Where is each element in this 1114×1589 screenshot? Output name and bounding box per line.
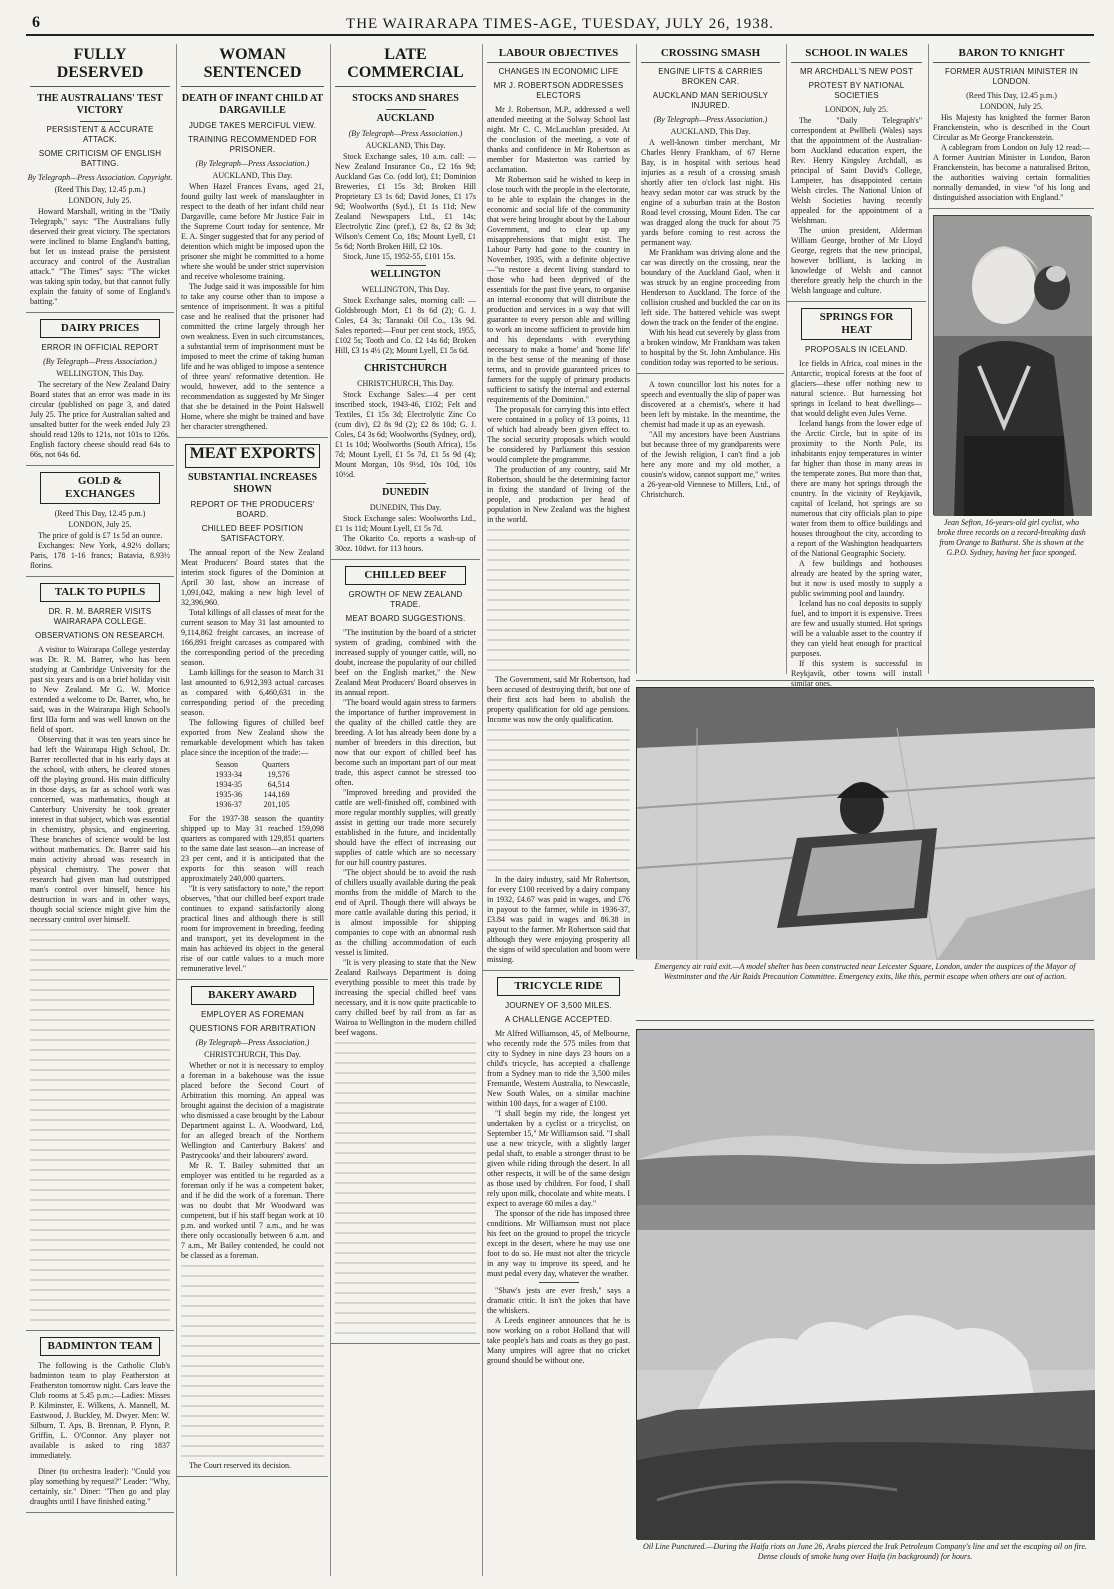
body-text: If this system is successful in Reykjavik, other towns will install similar ones.	[791, 659, 922, 688]
byline: (By Telegraph—Press Association.)	[653, 115, 768, 124]
divider	[386, 265, 426, 266]
article-late-commercial	[331, 46, 480, 560]
article-meat-exports	[177, 444, 328, 980]
headline: FULLY DESERVED	[30, 46, 170, 87]
article-bakery-award	[177, 986, 328, 1477]
table-row	[205, 790, 299, 800]
subheadline: SUBSTANTIAL INCREASES SHOWN	[187, 472, 318, 495]
body-text: The production of any country, said Mr Robertson, should be the determining factor in fixing the standard of living of the people, and production per head of population in New Zealand was the highest in the world.	[487, 465, 630, 524]
photo-girl-cyclist	[933, 215, 1090, 515]
byline: (By Telegraph—Press Association.)	[195, 1038, 310, 1047]
article-dairy-prices	[26, 319, 174, 466]
headline: LABOUR OBJECTIVES	[487, 47, 630, 63]
subheadline: DR. R. M. BARRER VISITS WAIRARAPA COLLEGE.	[48, 607, 152, 626]
subheadline: PERSISTENT & ACCURATE ATTACK.	[46, 125, 154, 144]
table-row	[205, 780, 299, 790]
body-text: "It is very satisfactory to note," the report observes, "that our chilled beef export trade continues to expand satisfactorily along practical lines and although there is still room for improvement in breeding, feeding and transport, yet its development in the main has achieved its object in the general rise of our cattle values to a much more remunerative level."	[181, 884, 324, 973]
time-received: (Reed This Day, 12.45 p.m.)	[54, 509, 146, 518]
table-cell: 144,169	[263, 790, 290, 799]
headline: WOMAN SENTENCED	[181, 46, 324, 87]
article-talk-to-pupils	[26, 583, 174, 1331]
body-text: Mr J. Robertson, M.P., addressed a well attended meeting at the Solway School last night. Mr C. C. McLauchlan presided. At the conclusion of the meeting, a vote of thanks and confidence in Mr Robertson as member for Masterton was carried by acclamation.	[487, 105, 630, 174]
dateline: LONDON, July 25.	[979, 102, 1044, 111]
beef-export-table	[205, 760, 299, 810]
body-text: "The board would again stress to farmers the importance of further improvement in the quality of the chilled cattle they are breeding. A lot has already been done by a number of breeders in this direction, but now that our export of chilled beef has become such an important part of our meat trade, this aspect cannot be stressed too often.	[335, 698, 476, 787]
body-text: Howard Marshall, writing in the "Daily Telegraph," says: "The Australians fully deserved their great victory. The spectators were inclined to blame England's batting, but let us instead praise the persistent accuracy and control of the Australian attack." "The Times" says: "The wicket was taking spin today, but that cannot fully explain the fatuity of some of England's batting."	[30, 207, 170, 306]
headline: MEAT EXPORTS	[185, 444, 320, 468]
article-gold-exchanges	[26, 472, 174, 577]
article-woman-sentenced	[177, 46, 328, 438]
byline: (By Telegraph—Press Association.)	[348, 129, 463, 138]
body-text: A visitor to Wairarapa College yesterday was Dr. R. M. Barrer, who has been studying at Cambridge University for the past six years and is on a brief holiday visit to New Zealand. Mr G. W. Morice extended a welcome to Dr. Barrer, who, he said, was in the Wairarapa High School's first IIIa form and was well known on the field of sport.	[30, 645, 170, 734]
table-cell: 1934-35	[215, 780, 243, 789]
body-text: Stock Exchange Sales:—4 per cent inscribed stock, 1943-46, £102; Felt and Textiles, £1 15s 3d; Electrolytic Zinc Co (cum div), £2 8s 9d (2); £2 8s 10d; G. J. Coles, £4 3s 6d; Woolworths (Sydney, ord), £1 1s 10d; Woolworths (South Africa), 15s 7d; Mount Lyell, £1 5s 7d, £1 5s 9d (4); Mount Morgan, 10s 9½d, 10s 10d, 10s 10½d.	[335, 390, 476, 479]
subheadline: A CHALLENGE ACCEPTED.	[504, 1015, 613, 1024]
body-text: The sponsor of the ride has imposed three conditions. Mr Williamson must not place his feet on the ground to propel the tricycle except in the desert, where he may use one foot to do so. He must not alter the tricycle in any way to improve its speed, and he must pedal every day, whatever the weather.	[487, 1209, 630, 1278]
table-header: Season	[215, 760, 239, 769]
body-text: A cablegram from London on July 12 read:—A former Austrian Minister in London, Baron Franckenstein, has become a naturalised Briton, the authorities waiving certain formalities normally demanded, in view "of his long and distinguished association with England."	[933, 143, 1090, 202]
subheadline: EMPLOYER AS FOREMAN	[201, 1010, 304, 1019]
body-text: The following figures of chilled beef exported from New Zealand show the remarkable development which has taken place since the inception of the trade:—	[181, 718, 324, 757]
subheadline: PROTEST BY NATIONAL SOCIETIES	[808, 81, 905, 100]
table-cell: 1935-36	[215, 790, 243, 799]
body-text: Exchanges: New York, 4.92½ dollars; Paris, 178 1-16 francs; Batavia, 8.93½ florins.	[30, 541, 170, 570]
subheadline: REPORT OF THE PRODUCERS' BOARD.	[190, 500, 315, 519]
body-text: Iceland hangs from the lower edge of the Arctic Circle, but in spite of its proximity to the North Pole, its inhabitants enjoy temperatures in winter far higher than those in many areas in the temperate zones. But more than that, there are many hot springs through the country. In the vicinity of Reykjavik, capital of Iceland, hot springs are so numerous that city officials plan to pipe water from them to office buildings and houses throughout the city, according to a report of the Washington headquarters of the National Geographic Society.	[791, 419, 922, 558]
column-7	[928, 44, 1094, 674]
table-row	[205, 770, 299, 780]
body-text: The Court reserved its decision.	[189, 1461, 291, 1470]
haifa-oil-fire-image	[637, 1030, 1095, 1540]
body-text: Mr Frankham was driving alone and the car was directly on the crossing, near the boundary of the Auckland Gaol, when it was struck by an engine proceeding from Henderson to Auckland. The force of the collision crushed and buckled the car on its left side. The battered vehicle was swept down the track on the fender of the engine.	[641, 248, 780, 327]
section-heading: CHRISTCHURCH	[364, 363, 447, 374]
dateline: CHRISTCHURCH, This Day.	[357, 379, 454, 388]
section-heading: WELLINGTON	[370, 269, 441, 280]
subheadline: PROPOSALS IN ICELAND.	[805, 345, 908, 354]
time-received: (Reed This Day, 12.45 p.m.)	[966, 91, 1057, 100]
dateline: LONDON, July 25.	[68, 520, 132, 529]
headline: CROSSING SMASH	[641, 47, 780, 63]
air-raid-exit-image	[637, 688, 1095, 960]
article-chilled-beef	[331, 566, 480, 1344]
text-filler	[181, 1261, 324, 1461]
subheadline: TRAINING RECOMMENDED FOR PRISONER.	[188, 135, 317, 154]
body-text: Diner (to orchestra leader): "Could you play something by request?" Leader: "Why, certainly, sir." Diner: "Then go and play draughts until I have finished eating."	[30, 1467, 170, 1506]
body-text: A Leeds engineer announces that he is now working on a robot Holland that will take people's hats and coats as they go past. Many umpires will agree that no cricket ground should be without one.	[487, 1316, 630, 1365]
time-received: (Reed This Day, 12.45 p.m.)	[54, 185, 146, 194]
table-cell: 1933-34	[215, 770, 243, 779]
body-text: The proposals for carrying this into effect were contained in a policy of 13 points, 11 of which had already been given effect to. The social security proposals which would be considered by Parliament this session would complete the programme.	[487, 405, 630, 464]
body-text: The following is the Catholic Club's badminton team to play Featherston at Featherston tomorrow night. Cars leave the Club rooms at 5.45 p.m.:—Ladies: Misses P. Kilminster, E. Wilkens, A. Mannell, M. Eastwood, J. Buckley, M. Dwyer. Men: W. Silburn, T. Aps, B. Brennan, P. Flynn, P. Griffin, L. O'Connor. Any player not available is asked to ring 1837 immediately.	[30, 1361, 170, 1460]
photo-emergency-exit	[636, 687, 1094, 959]
subheadline: JOURNEY OF 3,500 MILES.	[505, 1001, 612, 1010]
subheadline: QUESTIONS FOR ARBITRATION	[189, 1024, 316, 1033]
body-text: The "Daily Telegraph's" correspondent at Pwllheli (Wales) says that the appointment of the Australian-born Auckland education expert, the Rev. Henry Kingsley Archdall, as principal of Saint David's College, Lampeter, has disappointed certain Welsh circles. The National Union of Welsh Societies having recently appealed for the appointment of a Welshman.	[791, 116, 922, 225]
table-row	[205, 800, 299, 810]
dateline: AUCKLAND, This Day.	[670, 127, 751, 136]
divider	[386, 109, 426, 110]
subheadline: ERROR IN OFFICIAL REPORT	[41, 343, 159, 352]
article-tricycle-ride	[483, 977, 634, 1371]
headline: DAIRY PRICES	[40, 319, 160, 338]
subheadline: AUCKLAND MAN SERIOUSLY INJURED.	[652, 91, 769, 110]
table-cell: 64,514	[267, 780, 290, 789]
subheadline: STOCKS AND SHARES	[352, 93, 459, 104]
table-cell: 19,576	[267, 770, 290, 779]
divider	[386, 359, 426, 360]
headline: GOLD & EXCHANGES	[40, 472, 160, 504]
body-text: Mr Alfred Williamson, 45, of Melbourne, who recently rode the 575 miles from that city to Sydney in nine days 23 hours on a child's tricycle, has accepted a challenge from a Sydney man to ride the 3,500 miles Fremantle, Western Australia, to Newcastle, New South Wales, on a similar machine within 100 days, for a wager of £100.	[487, 1029, 630, 1108]
headline: BARON TO KNIGHT	[933, 47, 1090, 63]
headline: SCHOOL IN WALES	[791, 47, 922, 63]
dateline: DUNEDIN, This Day.	[369, 503, 442, 512]
subheadline: THE AUSTRALIANS' TEST VICTORY	[37, 93, 163, 116]
body-text: A town councillor lost his notes for a speech and eventually the slip of paper was discovered at a chemist's, where it had been left by mistake. In the meantime, the chemist had made it up as an eyewash.	[641, 380, 780, 429]
body-text: Lamb killings for the season to March 31 last amounted to 6,912,393 actual carcases as compared with 6,460,631 in the corresponding period of the preceding season.	[181, 668, 324, 717]
article-badminton-team	[26, 1337, 174, 1513]
body-text: The Government, said Mr Robertson, had been accused of destroying thrift, but one of their first acts had been to abolish the property qualification for old age pensions. Income was now the only qualification.	[487, 675, 630, 724]
subheadline: SOME CRITICISM OF ENGLISH BATTING.	[38, 149, 162, 168]
headline: CHILLED BEEF	[345, 566, 466, 585]
column-5	[636, 44, 784, 674]
dateline: LONDON, July 25.	[824, 105, 889, 114]
headline: TALK TO PUPILS	[40, 583, 160, 602]
body-text: The price of gold is £7 1s 5d an ounce.	[38, 531, 163, 540]
body-text: For the 1937-38 season the quantity shipped up to May 31 reached 159,098 quarters as compared with 129,851 quarters to the same date last season—an increase of 23 per cent, and it is anticipated that the exports for this season will reach approximately 240,000 quarters.	[181, 814, 324, 883]
headline: BAKERY AWARD	[191, 986, 314, 1005]
body-text: "It is very pleasing to state that the New Zealand Railways Department is doing everything possible to meet this trade by increasing the special chilled beef vans necessary, and it is now quite practicable to carry chilled beef by rail from as far as Wairoa to Wellington in the modern chilled beef wagons.	[335, 958, 476, 1037]
girl-cyclist-image	[934, 216, 1092, 516]
subheadline: GROWTH OF NEW ZEALAND TRADE.	[348, 590, 463, 609]
subheadline: MR J. ROBERTSON ADDRESSES ELECTORS	[493, 81, 624, 100]
subheadline: ENGINE LIFTS & CARRIES BROKEN CAR.	[658, 67, 763, 86]
article-springs-for-heat	[787, 308, 926, 694]
headline: LATE COMMERCIAL	[335, 46, 476, 87]
dateline: WELLINGTON, This Day.	[56, 369, 144, 378]
table-cell: 1936-37	[215, 800, 243, 809]
subheadline: FORMER AUSTRIAN MINISTER IN LONDON.	[945, 67, 1078, 86]
subheadline: CHILLED BEEF POSITION SATISFACTORY.	[201, 524, 304, 543]
body-text: A few buildings and hothouses already are heated by the spring water, but it now is used mostly to supply a public swimming pool and laundry.	[791, 559, 922, 598]
subheadline: MR ARCHDALL'S NEW POST	[799, 67, 914, 76]
byline: (By Telegraph—Press Association.)	[195, 159, 310, 168]
dateline: AUCKLAND, This Day.	[365, 141, 446, 150]
column-1	[26, 44, 174, 1576]
divider	[80, 121, 120, 122]
subheadline: OBSERVATIONS ON RESEARCH.	[35, 631, 165, 640]
subheadline: JUDGE TAKES MERCIFUL VIEW.	[188, 121, 317, 130]
article-school-in-wales	[787, 47, 926, 302]
paper-title: THE WAIRARAPA TIMES-AGE, TUESDAY, JULY 26, 1938.	[346, 16, 774, 32]
body-text: Stock Exchange sales, morning call: —Goldsbrough Mort, £1 8s 6d (2); G. J. Coles, £4 3s; Taranaki Oil Co., 13s 9d. Sales reported:—Four per cent stock, 1955, £102 5s; Tooth and Co. £2 14s 6d; Broken Hill, £3 1s 4½ (2); Mount Lyell, £1 5s 6d.	[335, 296, 476, 355]
column-6	[786, 44, 926, 688]
photo-caption: Emergency air raid exit.—A model shelter has been constructed near Leicester Square, London, under the auspices of the Mayor of Westminster and the Air Raids Precaution Committee. Emergency exits, like this, permit escape when others are out of action.	[654, 962, 1076, 981]
dateline: AUCKLAND, This Day.	[212, 171, 293, 180]
headline: TRICYCLE RIDE	[497, 977, 620, 996]
body-text: His Majesty has knighted the former Baron Franckenstein, who is described in the Court Circular as Mr George Franckenstein.	[933, 113, 1090, 142]
page-number: 6	[32, 14, 40, 31]
column-2	[176, 44, 328, 1576]
article-misc	[637, 380, 784, 505]
section-heading: AUCKLAND	[376, 113, 435, 124]
column-3	[330, 44, 480, 1576]
body-text: The Judge said it was impossible for him to take any course other than to impose a sentence of imprisonment. It was a pitiful case and he realised that the prisoner had committed the crime largely through her own weakness. Even in such circumstances, a substantial term of imprisonment must be imposed to meet the crime of taking human life and he was obliged to impose a sentence of three years' reformative detention. He would, however, add to the sentence a recommendation as suggested by Mr Singer that she be detained in the Point Halswell Home, where she might be trained and have her character strengthened.	[181, 282, 324, 431]
photo-oil-line	[636, 1029, 1094, 1539]
body-text: "All my ancestors have been Austrians but because three of my grandparents were of the Jewish religion, I can't find a job here any more and my old mother, a cousin's widow, cannot support me," writes a 26-year-old Viennese to Millers, Ltd., of Christchurch.	[641, 430, 780, 499]
masthead	[26, 14, 1094, 36]
body-text: Total killings of all classes of meat for the current season to May 31 last amounted to 9,114,862 freight carcases, an increase of 166,891 freight carcases as compared with the corresponding period of the preceding season.	[181, 608, 324, 667]
divider	[539, 1282, 579, 1283]
text-filler	[487, 725, 630, 875]
body-text: Mr Robertson said he wished to keep in close touch with the people in the electorate, to be able to explain the changes in the economic and social life of the community that were being brought about by the Labour Government, and to clear up any misapprehensions that might exist. The Labour Party had gone to the country in November, 1935, with a definite objective—"to restore a decent living standard to those who had been deprived of the essentials for the past five years, to organise an internal economy that will distribute the production and services in a way that will guarantee to every person able and willing to work an income sufficient to provide him and his dependants with everything necessary to make a 'home' and 'home life' in the best sense of the meaning of those terms, and to provide guaranteed prices to farmers for the supply of primary products sufficient to satisfy the internal and external requirements of the Dominion."	[487, 175, 630, 404]
dateline: WELLINGTON, This Day.	[361, 285, 450, 294]
article-labour-objectives	[483, 47, 634, 971]
section-heading: DUNEDIN	[382, 487, 429, 498]
body-text: Ice fields in Africa, coal mines in the Antarctic, tropical forests at the foot of glaciers—these offer nothing new to natural science. But harnessing hot springs in Iceland to heat dwellings—that would delight even Jules Verne.	[791, 359, 922, 418]
divider	[386, 483, 426, 484]
body-text: The union president, Alderman William George, brother of Mr Lloyd George, regrets that the new principal, however brilliant, is lacking in knowledge of Welsh and cannot therefore greatly help the church in the Welsh language and culture.	[791, 226, 922, 295]
dateline: CHRISTCHURCH, This Day.	[204, 1050, 301, 1059]
article-fully-deserved	[26, 46, 174, 313]
table-header-row	[205, 760, 299, 770]
body-text: "Improved breeding and provided the cattle are well-finished off, combined with more regular monthly supplies, will greatly assist in getting our trade more securely established in the future, and incidentally should have the effect of increasing our supplies of cattle which are so necessary for our hill country pastures.	[335, 788, 476, 867]
headline: SPRINGS FOR HEAT	[801, 308, 912, 340]
body-text: In the dairy industry, said Mr Robertson, for every £100 received by a dairy company in 1932, £4.67 was paid in wages, and £76 in payout to the farmer, while in 1936-37, £3.84 was paid in wages and 86.38 in payout to the farmer. Mr Robertson said that although they were enjoying prosperity all the signs of wild speculation and boom were missing.	[487, 875, 630, 964]
table-header: Quarters	[262, 760, 290, 769]
photo-caption: Oil Line Punctured.—During the Haifa riots on June 26, Arabs pierced the Irak Petroleum Company's line and set the escaping oil on fire. Dense clouds of smoke hung over Haifa (in background) for hours.	[642, 1542, 1088, 1561]
text-filler	[30, 925, 170, 1325]
body-text: The annual report of the New Zealand Meat Producers' Board states that the interim stock figures of the Dominion at April 30 last, show an increase of 1,091,042, making a new high level of 32,396,960.	[181, 548, 324, 607]
body-text: "Shaw's jests are ever fresh," says a dramatic critic. It isn't the jokes that have the whiskers.	[487, 1286, 630, 1315]
body-text: Stock, June 15, 1952-55, £101 15s.	[343, 252, 456, 261]
subheadline: CHANGES IN ECONOMIC LIFE	[498, 67, 619, 76]
column-4	[482, 44, 634, 1576]
body-text: The secretary of the New Zealand Dairy Board states that an error was made in its circular (published on page 3, and dated July 25. The price for Australian salted and unsalted butter for the week ended July 23 should read 120s to 121s, not 101s to 126s. English factory cheese should read 64s to 66s, not 64s 6d.	[30, 380, 170, 459]
table-cell: 201,105	[263, 800, 290, 809]
byline: By Telegraph—Press Association. Copyright.	[27, 173, 173, 182]
body-text: A well-known timber merchant, Mr Charles Henry Frankham, of 67 Herne Bay, is in hospital with serious head injuries as a result of a crossing smash shortly after ten o'clock last night. His heavy sedan motor car was struck by the engine of a suburban train at the Boston Road level crossing, Mount Eden. The car was dragged along the truck for about 75 yards before coming to rest across the permanent way.	[641, 138, 780, 247]
byline: (By Telegraph—Press Association.)	[43, 357, 157, 366]
body-text: "The object should be to avoid the rush of chillers usually available during the peak months from the middle of March to the end of April. Though there will always be more cattle available during this period, it is almost impossible for shipping companies to cope with an abnormal rush as the chilling accommodation of each vessel is limited.	[335, 868, 476, 957]
photo-oil-line-block	[636, 1020, 1094, 1580]
article-baron-to-knight	[929, 47, 1094, 209]
body-text: Mr R. T. Bailey submitted that an employer was entitled to be regarded as a foreman only if he was a competent baker, and if he did the work of a foreman. There was no doubt that Mr Woodward was competent, but if his staff began work at 10 p.m. and worked until 7 a.m., and he was there only occasionally between 6 a.m. and 7 a.m., Mr Bailey contended, he could not be classed as a foreman.	[181, 1161, 324, 1260]
body-text: When Hazel Frances Evans, aged 21, found guilty last week of manslaughter in respect to the death of her infant child near Dargaville, came before Mr Justice Fair in the Supreme Court today for sentence, Mr E. A. Singer suggested that for any period of detention which might be imposed upon the prisoner she might be committed to a home where she would be under strict supervision and receive wholesome training.	[181, 182, 324, 281]
text-filler	[487, 525, 630, 675]
text-filler	[335, 1038, 476, 1338]
body-text: With his head cut severely by glass from a broken window, Mr Frankham was taken to hospital by the St. John Ambulance. His condition today was reported to be serious.	[641, 328, 780, 367]
body-text: Stock Exchange sales: Woolworths Ltd., £1 1s 11d; Mount Lyell, £1 5s 7d.	[335, 514, 476, 533]
subheadline: MEAT BOARD SUGGESTIONS.	[345, 614, 466, 623]
dateline: LONDON, July 25.	[68, 196, 132, 205]
body-text: "The institution by the board of a stricter system of grading, combined with the increased supply of younger cattle, will, no doubt, increase the popularity of our chilled beef on the English market," the New Zealand Meat Producers' Board observes in its annual report.	[335, 628, 476, 697]
body-text: "I shall begin my ride, the longest yet undertaken by a cyclist or a tricyclist, on September 15," Mr Williamson said. "I shall use a new tricycle, with a slightly larger pedal shaft, to enable a stronger thrust to be given while riding through the desert. In all other respects, it will be of the same design as those used by children. For food, I shall rely upon milk, chocolate and white meats. I expect to average 60 miles a day."	[487, 1109, 630, 1208]
photo-emergency-exit-block	[636, 680, 1094, 1005]
subheadline: DEATH OF INFANT CHILD AT DARGAVILLE	[181, 93, 324, 116]
body-text: Iceland has no coal deposits to supply fuel, and to import it is expensive. Trees are few and usually stunted. Hot springs will be a valuable asset to the country if they can yield heat enough for practical purposes.	[791, 599, 922, 658]
photo-caption: Jean Sefton, 16-years-old girl cyclist, who broke three records on a record-breaking dash from Orange to Bathurst. She is shown at the G.P.O. Sydney, having her face sponged.	[937, 518, 1086, 557]
body-text: Stock Exchange sales, 10 a.m. call: —New Zealand Insurance Co., £2 16s 9d; Auckland Gas Co. (odd lot), £1; Dominion Breweries, £1 15s 3d; Broken Hill Proprietary £3 1s 6d; David Jones, £1 17s 9d; Woolworths (Syd.), £1 1s 11d; New Zealand Newspapers Ltd., £1 14s; Electrolytic Zinc (pref.), £2 8s, £2 8s 3d; Wilson's Cement Co, 18s; Mount Lyell, £1 5s 6d; North Broken Hill, £2 10s.	[335, 152, 476, 251]
headline: BADMINTON TEAM	[40, 1337, 160, 1356]
body-text: Whether or not it is necessary to employ a foreman in a bakehouse was the issue placed before the Second Court of Arbitration this morning. An appeal was brought against the decision of a magistrate who dismissed a case brought by the Labour Department against L. A. Woodward, Ltd, for an alleged breach of the Northern Wellington and Canterbury Bakers' and Pastrycooks' and their labourers' award.	[181, 1061, 324, 1160]
body-text: Observing that it was ten years since he had left the Wairarapa High School, Dr. Barrer recollected that in his early days at the school, with others, he cleared stones off the playing ground. His main difficulty in those days, as far as school work was concerned, was mathematics, though at Canterbury University he took greater interest in that subject, which was essential in chemistry, physics, and engineering. These branches of science would be lost without mathematics. Dr. Barrer said his main activity abroad was research in physical chemistry. The power that research had given man had outstripped man's control over himself, hence his destruction in wars and in other ways, though social science might give him the necessary control over himself.	[30, 735, 170, 924]
body-text: The Okarito Co. reports a wash-up of 30oz. 10dwt. for 113 hours.	[335, 534, 476, 553]
article-crossing-smash	[637, 47, 784, 374]
